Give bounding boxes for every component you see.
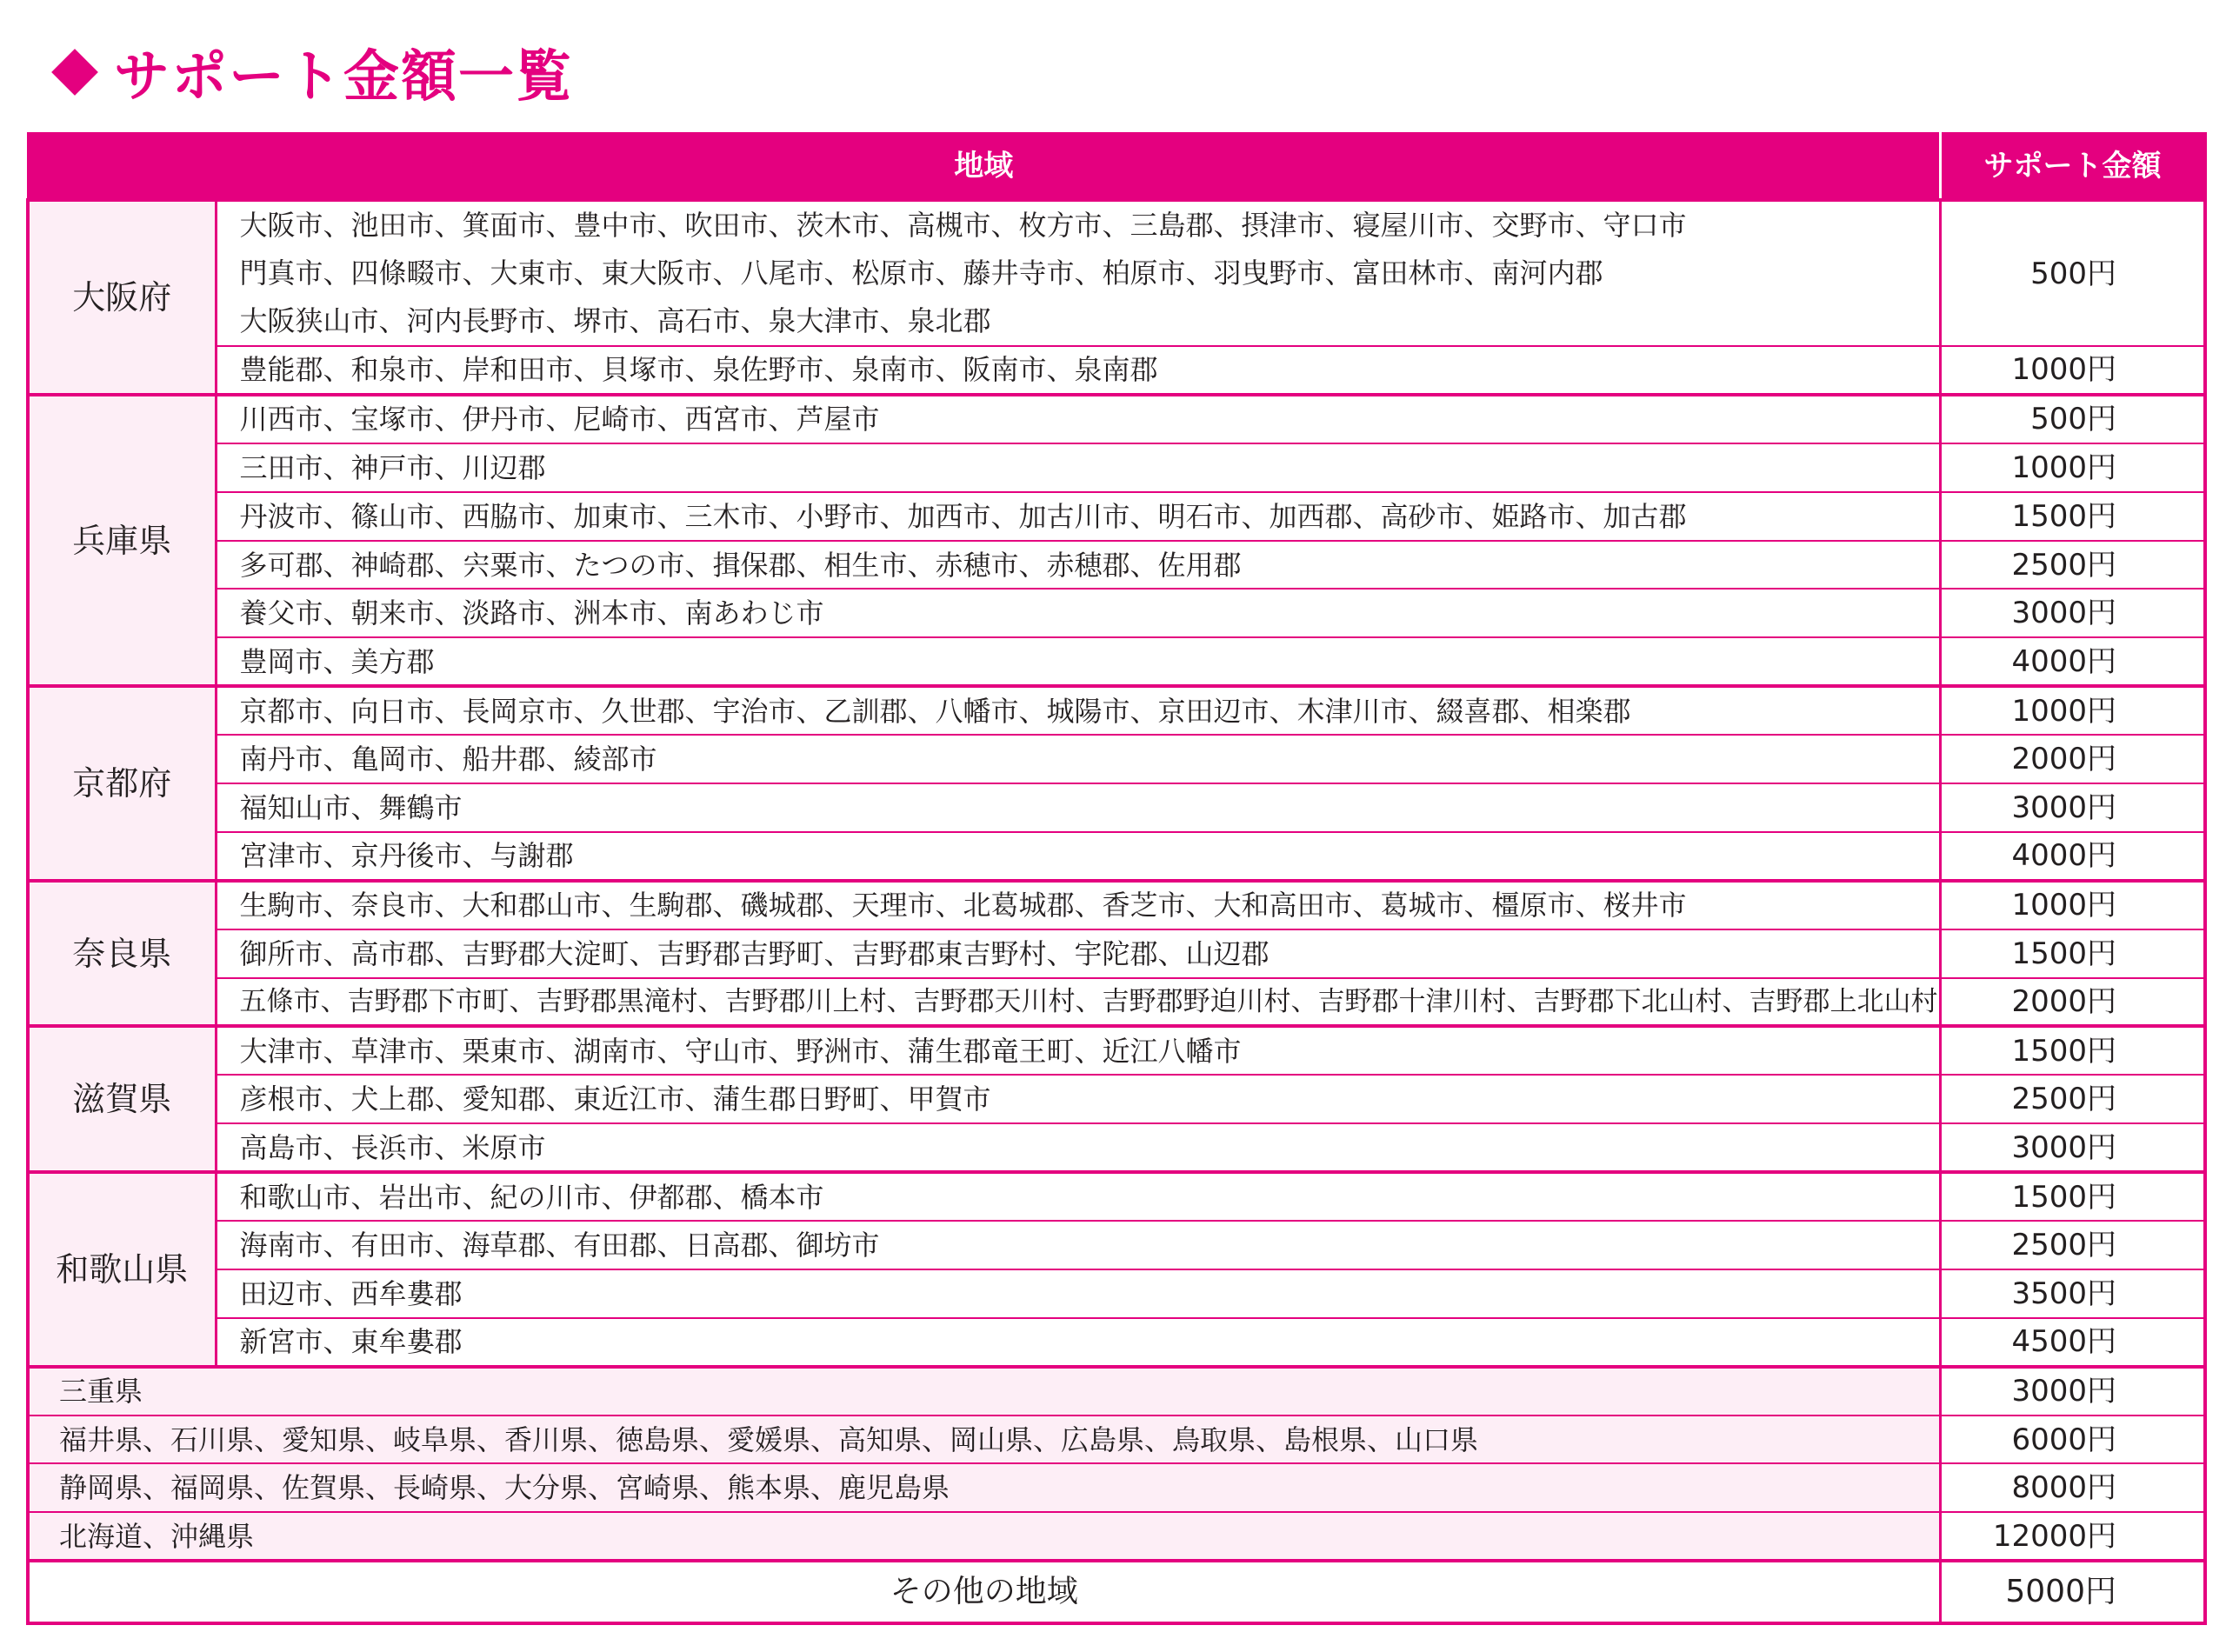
table-row: [28, 686, 2205, 735]
areas-cell: 豊能郡、和泉市、岸和田市、貝塚市、泉佐野市、泉南市、阪南市、泉南郡: [216, 346, 1940, 395]
areas-cell: 豊岡市、美方郡: [216, 637, 1940, 686]
amount-cell: 4000円: [1940, 832, 2205, 881]
prefecture-cell: 京都府: [28, 686, 216, 881]
prefecture-cell: 大阪府: [28, 200, 216, 395]
amount-cell: 3000円: [1940, 1123, 2205, 1172]
areas-cell: 大津市、草津市、栗東市、湖南市、守山市、野洲市、蒲生郡竜王町、近江八幡市: [216, 1026, 1940, 1075]
table-row: [28, 978, 2205, 1027]
areas-line: 大阪市、池田市、箕面市、豊中市、吹田市、茨木市、高槻市、枚方市、三島郡、摂津市、寝屋川市、交野市、守口市: [239, 209, 1687, 242]
amount-cell: 1000円: [1940, 686, 2205, 735]
amount-cell: 3000円: [1940, 1367, 2205, 1416]
table-footer-row: [28, 1561, 2205, 1623]
amount-cell: 2500円: [1940, 541, 2205, 590]
areas-cell: 高島市、長浜市、米原市: [216, 1123, 1940, 1172]
areas-cell: 京都市、向日市、長岡京市、久世郡、宇治市、乙訓郡、八幡市、城陽市、京田辺市、木津川市、綴喜郡、相楽郡: [216, 686, 1940, 735]
areas-cell: 静岡県、福岡県、佐賀県、長崎県、大分県、宮崎県、熊本県、鹿児島県: [28, 1463, 1940, 1512]
areas-cell: 川西市、宝塚市、伊丹市、尼崎市、西宮市、芦屋市: [216, 395, 1940, 443]
table-row: [28, 200, 2205, 346]
page-title-text: サポート金額一覧: [114, 45, 573, 110]
prefecture-cell: 奈良県: [28, 881, 216, 1027]
table-row: [28, 589, 2205, 637]
amount-cell: 3000円: [1940, 589, 2205, 637]
table-row: [28, 1318, 2205, 1367]
areas-cell: 新宮市、東牟婁郡: [216, 1318, 1940, 1367]
areas-cell: 多可郡、神崎郡、宍粟市、たつの市、揖保郡、相生市、赤穂市、赤穂郡、佐用郡: [216, 541, 1940, 590]
areas-line: 大阪狭山市、河内長野市、堺市、高石市、泉大津市、泉北郡: [239, 304, 991, 337]
amount-cell: 2500円: [1940, 1221, 2205, 1269]
amount-cell: 500円: [1940, 395, 2205, 443]
amount-cell: 2000円: [1940, 735, 2205, 783]
areas-cell: 丹波市、篠山市、西脇市、加東市、三木市、小野市、加西市、加古川市、明石市、加西郡、高砂市、姫路市、加古郡: [216, 492, 1940, 541]
table-row: [28, 1269, 2205, 1318]
prefecture-cell: 滋賀県: [28, 1026, 216, 1172]
table-row: [28, 929, 2205, 978]
amount-cell: 3000円: [1940, 783, 2205, 832]
amount-cell: 500円: [1940, 200, 2205, 346]
table-row: [28, 541, 2205, 590]
areas-cell: 五條市、吉野郡下市町、吉野郡黒滝村、吉野郡川上村、吉野郡天川村、吉野郡野迫川村、吉野郡十津川村、吉野郡下北山村、吉野郡上北山村: [216, 978, 1940, 1027]
amount-cell: 1000円: [1940, 443, 2205, 492]
table-row: [28, 832, 2205, 881]
table-row: [28, 1123, 2205, 1172]
areas-cell: 御所市、高市郡、吉野郡大淀町、吉野郡吉野町、吉野郡東吉野村、宇陀郡、山辺郡: [216, 929, 1940, 978]
amount-cell: 12000円: [1940, 1512, 2205, 1561]
table-row: [28, 1463, 2205, 1512]
areas-cell: 和歌山市、岩出市、紀の川市、伊都郡、橋本市: [216, 1172, 1940, 1221]
amount-cell: 1500円: [1940, 1172, 2205, 1221]
areas-cell: 宮津市、京丹後市、与謝郡: [216, 832, 1940, 881]
table-row: [28, 1172, 2205, 1221]
table-row: [28, 395, 2205, 443]
areas-cell: 北海道、沖縄県: [28, 1512, 1940, 1561]
table-row: [28, 1075, 2205, 1123]
support-amount-table: [26, 132, 2207, 1625]
amount-cell: 4000円: [1940, 637, 2205, 686]
amount-cell: 3500円: [1940, 1269, 2205, 1318]
amount-cell: 4500円: [1940, 1318, 2205, 1367]
amount-cell: 5000円: [1940, 1561, 2205, 1623]
amount-cell: 1000円: [1940, 881, 2205, 929]
header-amount: サポート金額: [1940, 133, 2205, 200]
page-title: [48, 33, 573, 111]
areas-cell: 三重県: [28, 1367, 1940, 1416]
table-row: [28, 492, 2205, 541]
areas-cell: 彦根市、犬上郡、愛知郡、東近江市、蒲生郡日野町、甲賀市: [216, 1075, 1940, 1123]
amount-cell: 6000円: [1940, 1416, 2205, 1464]
areas-cell: 福井県、石川県、愛知県、岐阜県、香川県、徳島県、愛媛県、高知県、岡山県、広島県、鳥取県、島根県、山口県: [28, 1416, 1940, 1464]
areas-cell: 田辺市、西牟婁郡: [216, 1269, 1940, 1318]
table-row: [28, 1512, 2205, 1561]
table-row: [28, 1367, 2205, 1416]
areas-cell: 生駒市、奈良市、大和郡山市、生駒郡、磯城郡、天理市、北葛城郡、香芝市、大和高田市、葛城市、橿原市、桜井市: [216, 881, 1940, 929]
diamond-icon: [51, 49, 98, 96]
header-region: 地域: [28, 133, 1940, 200]
areas-cell: 養父市、朝来市、淡路市、洲本市、南あわじ市: [216, 589, 1940, 637]
areas-cell: 福知山市、舞鶴市: [216, 783, 1940, 832]
amount-cell: 2500円: [1940, 1075, 2205, 1123]
table-row: [28, 1416, 2205, 1464]
table-row: [28, 443, 2205, 492]
amount-cell: 2000円: [1940, 978, 2205, 1027]
areas-cell: 三田市、神戸市、川辺郡: [216, 443, 1940, 492]
table-row: [28, 346, 2205, 395]
amount-cell: 8000円: [1940, 1463, 2205, 1512]
areas-cell: 海南市、有田市、海草郡、有田郡、日高郡、御坊市: [216, 1221, 1940, 1269]
prefecture-cell: 和歌山県: [28, 1172, 216, 1367]
areas-line: 門真市、四條畷市、大東市、東大阪市、八尾市、松原市、藤井寺市、柏原市、羽曳野市、富田林市、南河内郡: [239, 256, 1603, 290]
table-header-row: [28, 133, 2205, 200]
amount-cell: 1500円: [1940, 492, 2205, 541]
amount-cell: 1000円: [1940, 346, 2205, 395]
table-row: [28, 637, 2205, 686]
table-row: [28, 735, 2205, 783]
prefecture-cell: 兵庫県: [28, 395, 216, 686]
other-regions-label: その他の地域: [28, 1561, 1940, 1623]
table-row: [28, 1221, 2205, 1269]
table-row: [28, 881, 2205, 929]
areas-cell: 南丹市、亀岡市、船井郡、綾部市: [216, 735, 1940, 783]
table-row: [28, 1026, 2205, 1075]
table-row: [28, 783, 2205, 832]
amount-cell: 1500円: [1940, 1026, 2205, 1075]
amount-cell: 1500円: [1940, 929, 2205, 978]
areas-cell: [216, 200, 1940, 346]
